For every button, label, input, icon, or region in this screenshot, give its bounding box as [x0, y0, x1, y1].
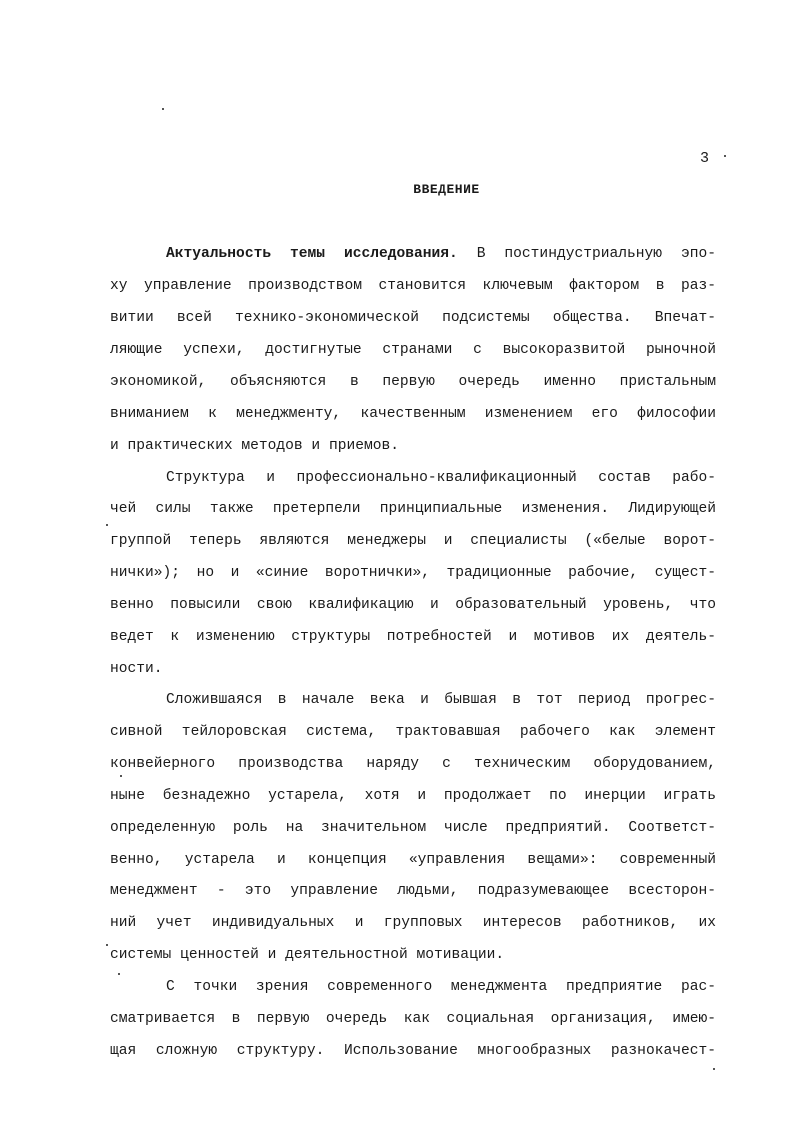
text-line: ний учет индивидуальных и групповых интересов работников, их [110, 915, 716, 931]
text-line: ности. [110, 661, 163, 677]
text-line: сивной тейлоровская система, трактовавшая рабочего как элемент [110, 724, 716, 740]
text-line: ведет к изменению структуры потребностей и мотивов их деятель- [110, 629, 716, 645]
scan-speck [106, 524, 108, 526]
page-number: 3 [700, 150, 710, 167]
text-line: ху управление производством становится ключевым фактором в раз- [110, 278, 716, 294]
text-line: определенную роль на значительном числе предприятий. Соответст- [110, 820, 716, 836]
text-line: группой теперь являются менеджеры и специалисты («белые ворот- [110, 533, 716, 549]
text-line: Сложившаяся в начале века и бывшая в тот период прогрес- [166, 692, 716, 708]
text-line: и практических методов и приемов. [110, 438, 400, 454]
scan-speck [120, 775, 122, 777]
text-line: С точки зрения современного менеджмента предприятие рас- [166, 979, 716, 995]
scan-speck [162, 108, 164, 110]
scan-speck [713, 1068, 715, 1070]
text-line: венно, устарела и концепция «управления вещами»: современный [110, 852, 716, 868]
text-line: ныне безнадежно устарела, хотя и продолжает по инерции играть [110, 788, 716, 804]
text-line: системы ценностей и деятельностной мотивации. [110, 947, 505, 963]
text-line: щая сложную структуру. Использование многообразных разнокачест- [110, 1043, 716, 1059]
text-line: чей силы также претерпели принципиальные изменения. Лидирующей [110, 501, 716, 517]
scan-speck [106, 944, 108, 946]
text-line: витии всей технико-экономической подсистемы общества. Впечат- [110, 310, 716, 326]
text-line: экономикой, объясняются в первую очередь именно пристальным [110, 374, 716, 390]
text-line: сматривается в первую очередь как социальная организация, имею- [110, 1011, 716, 1027]
text-line: венно повысили свою квалификацию и образовательный уровень, что [110, 597, 716, 613]
text-line: конвейерного производства наряду с техническим оборудованием, [110, 756, 716, 772]
text-line: нички»); но и «синие воротнички», традиционные рабочие, сущест- [110, 565, 716, 581]
scan-speck [724, 155, 726, 157]
scan-speck [118, 973, 120, 975]
text-line: ляющие успехи, достигнутые странами с высокоразвитой рыночной [110, 342, 716, 358]
text-line: Структура и профессионально-квалификационный состав рабо- [166, 470, 716, 486]
lead-bold-phrase: Актуальность темы исследования. [166, 246, 458, 262]
text-line: вниманием к менеджменту, качественным изменением его философии [110, 406, 716, 422]
text-line: менеджмент - это управление людьми, подразумевающее всесторон- [110, 883, 716, 899]
section-heading: ВВЕДЕНИЕ [413, 182, 480, 197]
text-line: Актуальность темы исследования. В постиндустриальную эпо- [166, 246, 716, 262]
